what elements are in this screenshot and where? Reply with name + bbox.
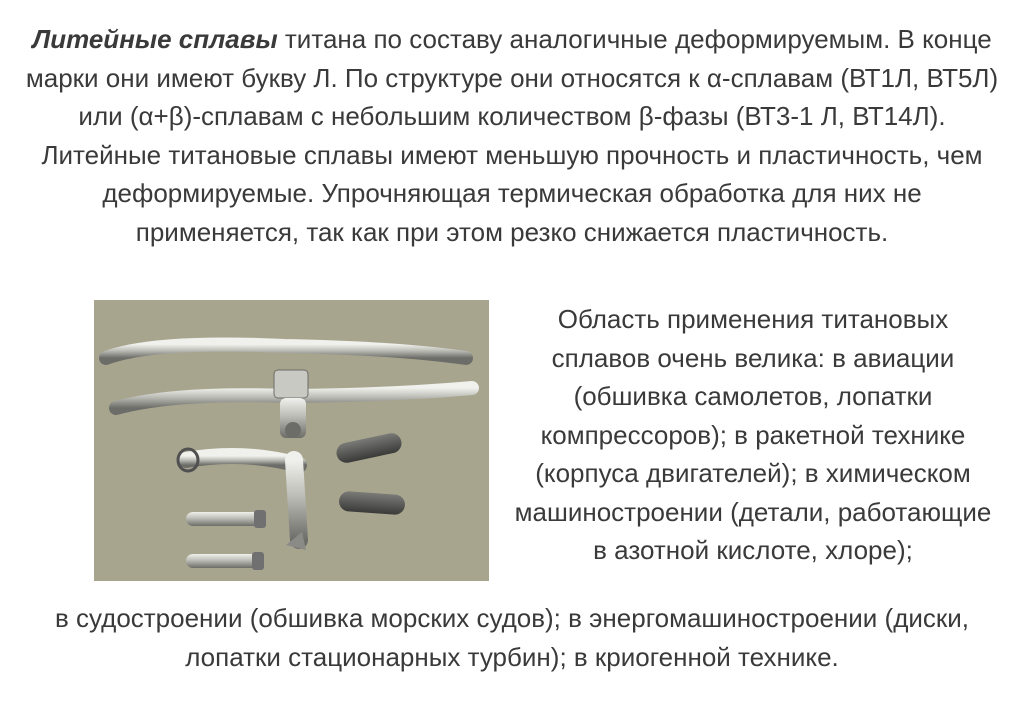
applications-side-text: Область применения титановых сплавов очень велика: в авиации (обшивка самолетов, лопатки компрессоров); в ракетной технике (корпуса двигателей); в химическом машиностроении (детали, работающие в азотной кислоте, хлоре); [514, 304, 992, 565]
intro-paragraph [20, 20, 1004, 251]
seatpost [186, 456, 299, 465]
titanium-parts-photo [94, 300, 489, 581]
applications-bottom-text: в судостроении (обшивка морских судов); в энергомашиностроении (диски, лопатки стационарных турбин); в криогенной технике. [54, 603, 970, 672]
titanium-parts-illustration [94, 300, 489, 581]
intro-text: титана по составу аналогичные деформируемым. В конце марки они имеют букву Л. По структуре они относятся к α-сплавам (ВТ1Л, ВТ5Л) или (α+β)-сплавам с небольшим количеством β-фазы (ВТ3-1 Л, ВТ14Л). Литейные титановые сплавы имеют меньшую прочность и пластичность, чем деформируемые. Упрочняющая термическая обработка для них не применяется, так как при этом резко снижается пластичность. [25, 24, 999, 247]
short-tube-upper [186, 512, 264, 526]
cast-alloys-term: Литейные сплавы [32, 24, 278, 54]
stem-clamp [274, 370, 308, 398]
short-tube-lower [186, 554, 262, 568]
